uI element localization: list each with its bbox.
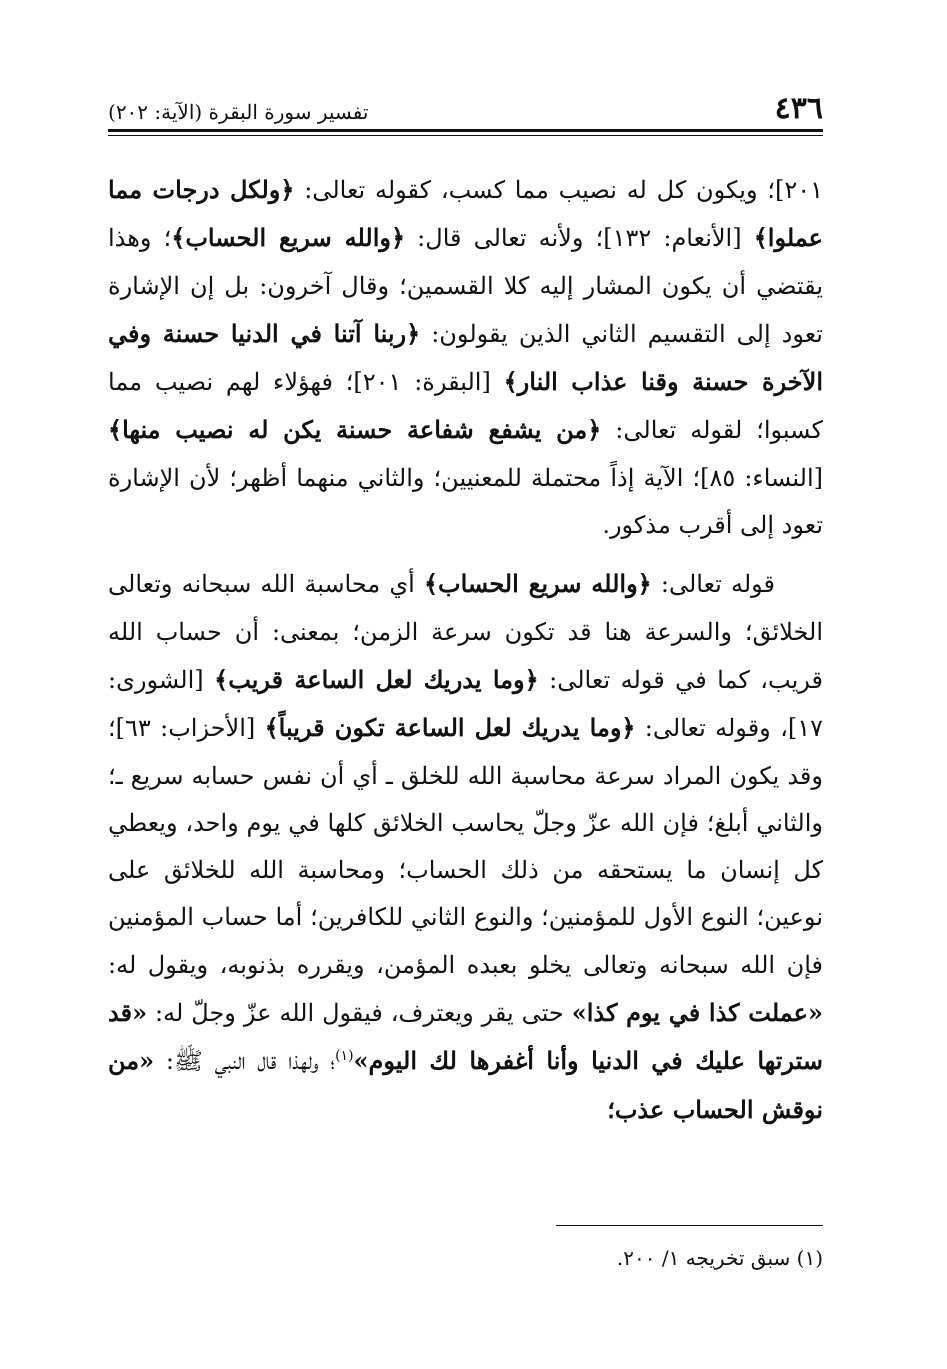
hadith-quote: «قد سترتها عليك في الدنيا وأنا أغفرها لك اليوم» [108,998,824,1076]
text-segment: [النساء: ٨٥]؛ الآية إذاً محتملة للمعنيين؛ والثاني منهما أظهر؛ لأن الإشارة تعود إلى أقرب مذكور. [108,463,824,540]
quran-quote: ﴿والله سريع الحساب﴾ [423,569,652,599]
page-number: ٤٣٦ [774,91,823,126]
header-rule-thin [108,135,823,136]
quran-quote: ﴿من يشفع شفاعة حسنة يكن له نصيب منها﴾ [108,415,602,445]
quran-quote: ﴿وما يدريك لعل الساعة تكون قريباً﴾ [264,713,636,743]
hadith-quote: «عملت كذا في يوم كذا» [571,998,823,1028]
text-segment: [الشورى: ١٧]، وقوله تعالى: [108,665,823,743]
footnote-1: (١) سبق تخريجه ١/ ٢٠٠. [616,1246,823,1270]
footnote-rule [556,1225,823,1226]
quran-quote: ﴿ولكل درجات مما عملوا﴾ [108,175,823,253]
footnote-marker: (١) [335,1048,354,1065]
text-segment: قوله تعالى: [651,570,776,599]
body-text [108,166,823,1134]
text-segment: ؛ وهذا يقتضي أن يكون المشار إليه كلا القسمين؛ وقال آخرون: بل إن الإشارة تعود إلى التقسيم الثاني الذين يقولون: [108,224,823,348]
text-segment: أي محاسبة الله سبحانه وتعالى الخلائق؛ والسرعة هنا قد تكون سرعة الزمن؛ بمعنى: أن حساب الله قريب، كما في قوله تعالى: [108,570,823,694]
paragraph-2 [108,560,823,1134]
text-segment: ؛ ولهذا قال النبي ﷺ: [154,1047,336,1076]
page-header [108,88,823,128]
header-rule-thick [108,129,823,132]
quran-quote: ﴿وما يدريك لعل الساعة قريب﴾ [214,664,539,694]
text-segment: [البقرة: ٢٠١]؛ فهؤلاء لهم نصيب مما كسبوا؛ لقوله تعالى: [108,368,823,445]
text-segment: ٢٠١]؛ ويكون كل له نصيب مما كسب، كقوله تعالى: [294,176,823,204]
quran-quote: ﴿ربنا آتنا في الدنيا حسنة وفي الآخرة حسنة وقنا عذاب النار﴾ [108,318,823,397]
text-segment: حتى يقر ويعترف، فيقول الله عزّ وجلّ له: [147,999,572,1028]
hadith-quote: «من نوقش الحساب عذب؛ [108,1046,823,1124]
text-segment: [الأحزاب: ٦٣]؛ وقد يكون المراد سرعة محاسبة الله للخلق ـ أي أن نفس حسابه سريع ـ؛ والثاني أبلغ؛ فإن الله عزّ وجلّ يحاسب الخلائق كلها في يوم واحد، ويعطي كل إنسان ما يستحقه من ذلك الحساب؛ ومحاسبة الله للخلائق على نوعين؛ النوع الأول للمؤمنين؛ والنوع الثاني للكافرين؛ أما حساب المؤمنين فإن الله سبحانه وتعالى يخلو بعبده المؤمن، ويقرره بذنوبه، ويقول له: [108,714,823,979]
quran-quote: ﴿والله سريع الحساب﴾ [171,223,406,253]
text-segment: [الأنعام: ١٣٢]؛ ولأنه تعالى قال: [405,224,754,253]
paragraph-1 [108,166,823,549]
running-title: تفسير سورة البقرة (الآية: ٢٠٢) [108,100,369,124]
